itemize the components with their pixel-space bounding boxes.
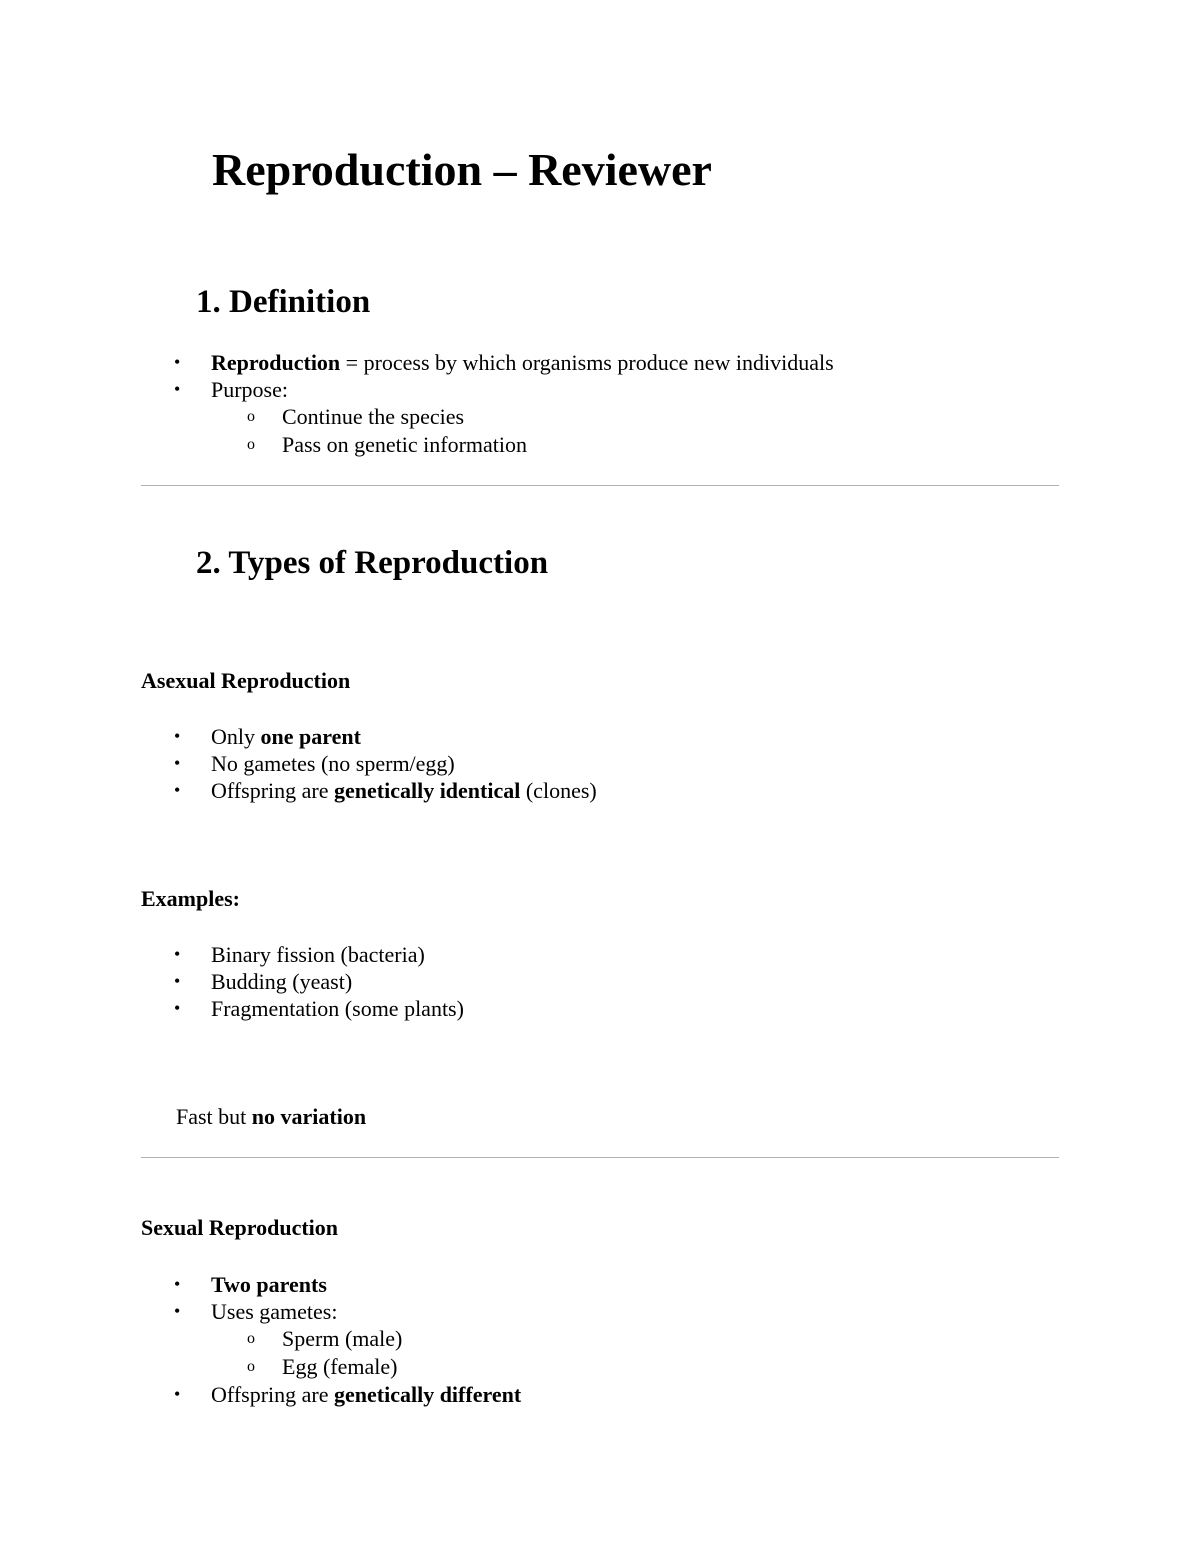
list-item <box>211 349 834 376</box>
circle-bullet-icon: o <box>247 1358 255 1375</box>
sub-list-item: Sperm (male) <box>282 1326 403 1351</box>
example-item: Fragmentation (some plants) <box>211 996 464 1021</box>
horizontal-divider <box>141 1157 1059 1158</box>
bullet-icon: • <box>174 1274 181 1294</box>
bullet-icon: • <box>174 780 181 800</box>
list-item: Purpose: <box>211 377 288 402</box>
circle-bullet-icon: o <box>247 436 255 453</box>
emphasis-bold: no variation <box>251 1104 367 1129</box>
text-run: Fast but <box>176 1104 252 1129</box>
circle-bullet-icon: o <box>247 1330 255 1347</box>
term-definition: = process by which organisms produce new individuals <box>340 350 834 375</box>
emphasis-bold: one parent <box>260 724 361 749</box>
bullet-icon: • <box>174 944 181 964</box>
text-run: Only <box>211 724 261 749</box>
term-bold: Reproduction <box>211 350 341 375</box>
example-item: Budding (yeast) <box>211 969 353 994</box>
subheading-examples: Examples: <box>141 886 240 911</box>
list-item <box>211 1271 327 1298</box>
sub-list-item: Pass on genetic information <box>282 432 528 457</box>
text-run: Offspring are <box>211 1382 334 1407</box>
text-run: Offspring are <box>211 778 334 803</box>
document-title: Reproduction – Reviewer <box>212 144 712 195</box>
bullet-icon: • <box>174 998 181 1018</box>
subheading-asexual: Asexual Reproduction <box>141 668 351 693</box>
bullet-icon: • <box>174 753 181 773</box>
bullet-icon: • <box>174 971 181 991</box>
list-item <box>211 777 597 804</box>
text-run: (clones) <box>520 778 597 803</box>
section-heading-types: 2. Types of Reproduction <box>196 545 549 581</box>
circle-bullet-icon: o <box>247 408 255 425</box>
bullet-icon: • <box>174 352 181 372</box>
list-item <box>211 1381 521 1408</box>
bullet-icon: • <box>174 1301 181 1321</box>
bullet-icon: • <box>174 379 181 399</box>
summary-note <box>176 1103 366 1130</box>
emphasis-bold: genetically different <box>334 1382 522 1407</box>
bullet-icon: • <box>174 1384 181 1404</box>
subheading-sexual: Sexual Reproduction <box>141 1215 339 1240</box>
sub-list-item: Egg (female) <box>282 1354 398 1379</box>
emphasis-bold: genetically identical <box>334 778 521 803</box>
list-item: Uses gametes: <box>211 1299 338 1324</box>
list-item <box>211 723 361 750</box>
horizontal-divider <box>141 485 1059 486</box>
bullet-icon: • <box>174 726 181 746</box>
emphasis-bold: Two parents <box>211 1272 327 1297</box>
section-heading-definition: 1. Definition <box>196 284 371 320</box>
sub-list-item: Continue the species <box>282 404 465 429</box>
list-item: No gametes (no sperm/egg) <box>211 751 455 776</box>
example-item: Binary fission (bacteria) <box>211 942 425 967</box>
